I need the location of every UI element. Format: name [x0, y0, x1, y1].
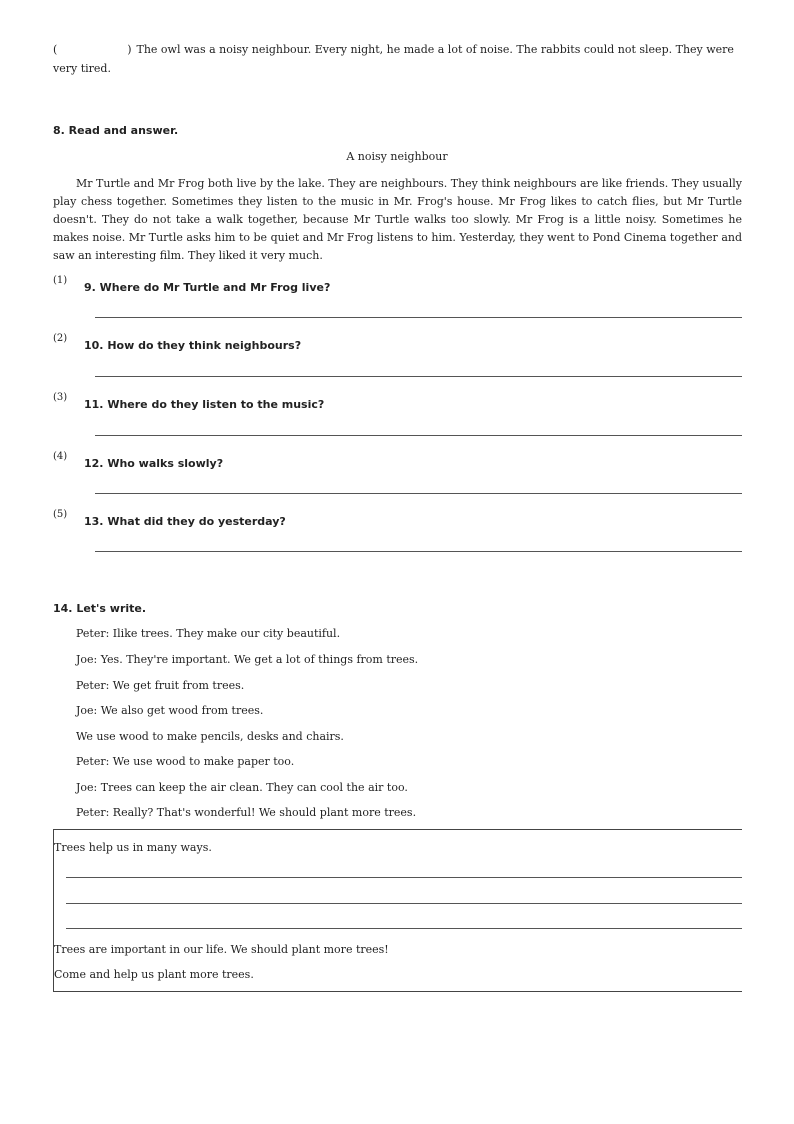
dialog-line: Peter: Ilike trees. They make our city beautiful.	[76, 627, 341, 640]
question-text: 11. Where do they listen to the music?	[84, 398, 325, 411]
answer-line[interactable]	[95, 317, 742, 318]
paren-close: )	[127, 43, 132, 56]
box-closing-text: Trees are important in our life. We should plant more trees!	[54, 943, 389, 956]
question-text: 12. Who walks slowly?	[84, 457, 224, 470]
question-number: (4)	[53, 451, 68, 462]
story-title: A noisy neighbour	[346, 150, 448, 163]
box-closing-text: Come and help us plant more trees.	[54, 968, 254, 981]
answer-line[interactable]	[95, 551, 742, 552]
story-paragraph: Mr Turtle and Mr Frog both live by the lake. They are neighbours. They think neighbours are like friends. They usually play chess together. Sometimes they listen to the music in Mr. Frog's house. Mr Frog likes to catch flies, but Mr Turtle doesn't. They do not take a walk together, because Mr Turtle walks too slowly. Mr Frog is a little noisy. Sometimes he makes noise. Mr Turtle asks him to be quiet and Mr Frog listens to him. Yesterday, they went to Pond Cinema together and saw an interesting film. They liked it very much.	[53, 177, 742, 262]
intro-sentence-block	[53, 40, 743, 78]
paren-open: (	[53, 43, 58, 56]
answer-line[interactable]	[95, 435, 742, 436]
box-opening-text: Trees help us in many ways.	[54, 841, 212, 854]
section-8-title: 8. Read and answer.	[53, 124, 179, 137]
dialog-line: Peter: Really? That's wonderful! We should plant more trees.	[76, 806, 417, 819]
dialog-line: We use wood to make pencils, desks and chairs.	[76, 730, 344, 743]
section-14-title: 14. Let's write.	[53, 602, 147, 615]
writing-line[interactable]	[66, 903, 742, 904]
question-text: 13. What did they do yesterday?	[84, 515, 286, 528]
writing-line[interactable]	[66, 928, 742, 929]
question-number: (1)	[53, 275, 68, 286]
dialog-line: Joe: We also get wood from trees.	[76, 704, 264, 717]
dialog-line: Peter: We use wood to make paper too.	[76, 755, 295, 768]
dialog-line: Joe: Yes. They're important. We get a lot of things from trees.	[76, 653, 419, 666]
dialog-line: Peter: We get fruit from trees.	[76, 679, 245, 692]
intro-text: The owl was a noisy neighbour. Every night, he made a lot of noise. The rabbits could not sleep. They were very tired.	[53, 43, 734, 75]
question-number: (3)	[53, 392, 68, 403]
question-text: 10. How do they think neighbours?	[84, 339, 302, 352]
question-number: (2)	[53, 333, 68, 344]
answer-line[interactable]	[95, 376, 742, 377]
question-text: 9. Where do Mr Turtle and Mr Frog live?	[84, 281, 331, 294]
writing-box	[53, 829, 742, 992]
question-number: (5)	[53, 509, 68, 520]
answer-line[interactable]	[95, 493, 742, 494]
dialog-line: Joe: Trees can keep the air clean. They can cool the air too.	[76, 781, 408, 794]
writing-line[interactable]	[66, 877, 742, 878]
answer-paren[interactable]	[53, 40, 133, 59]
